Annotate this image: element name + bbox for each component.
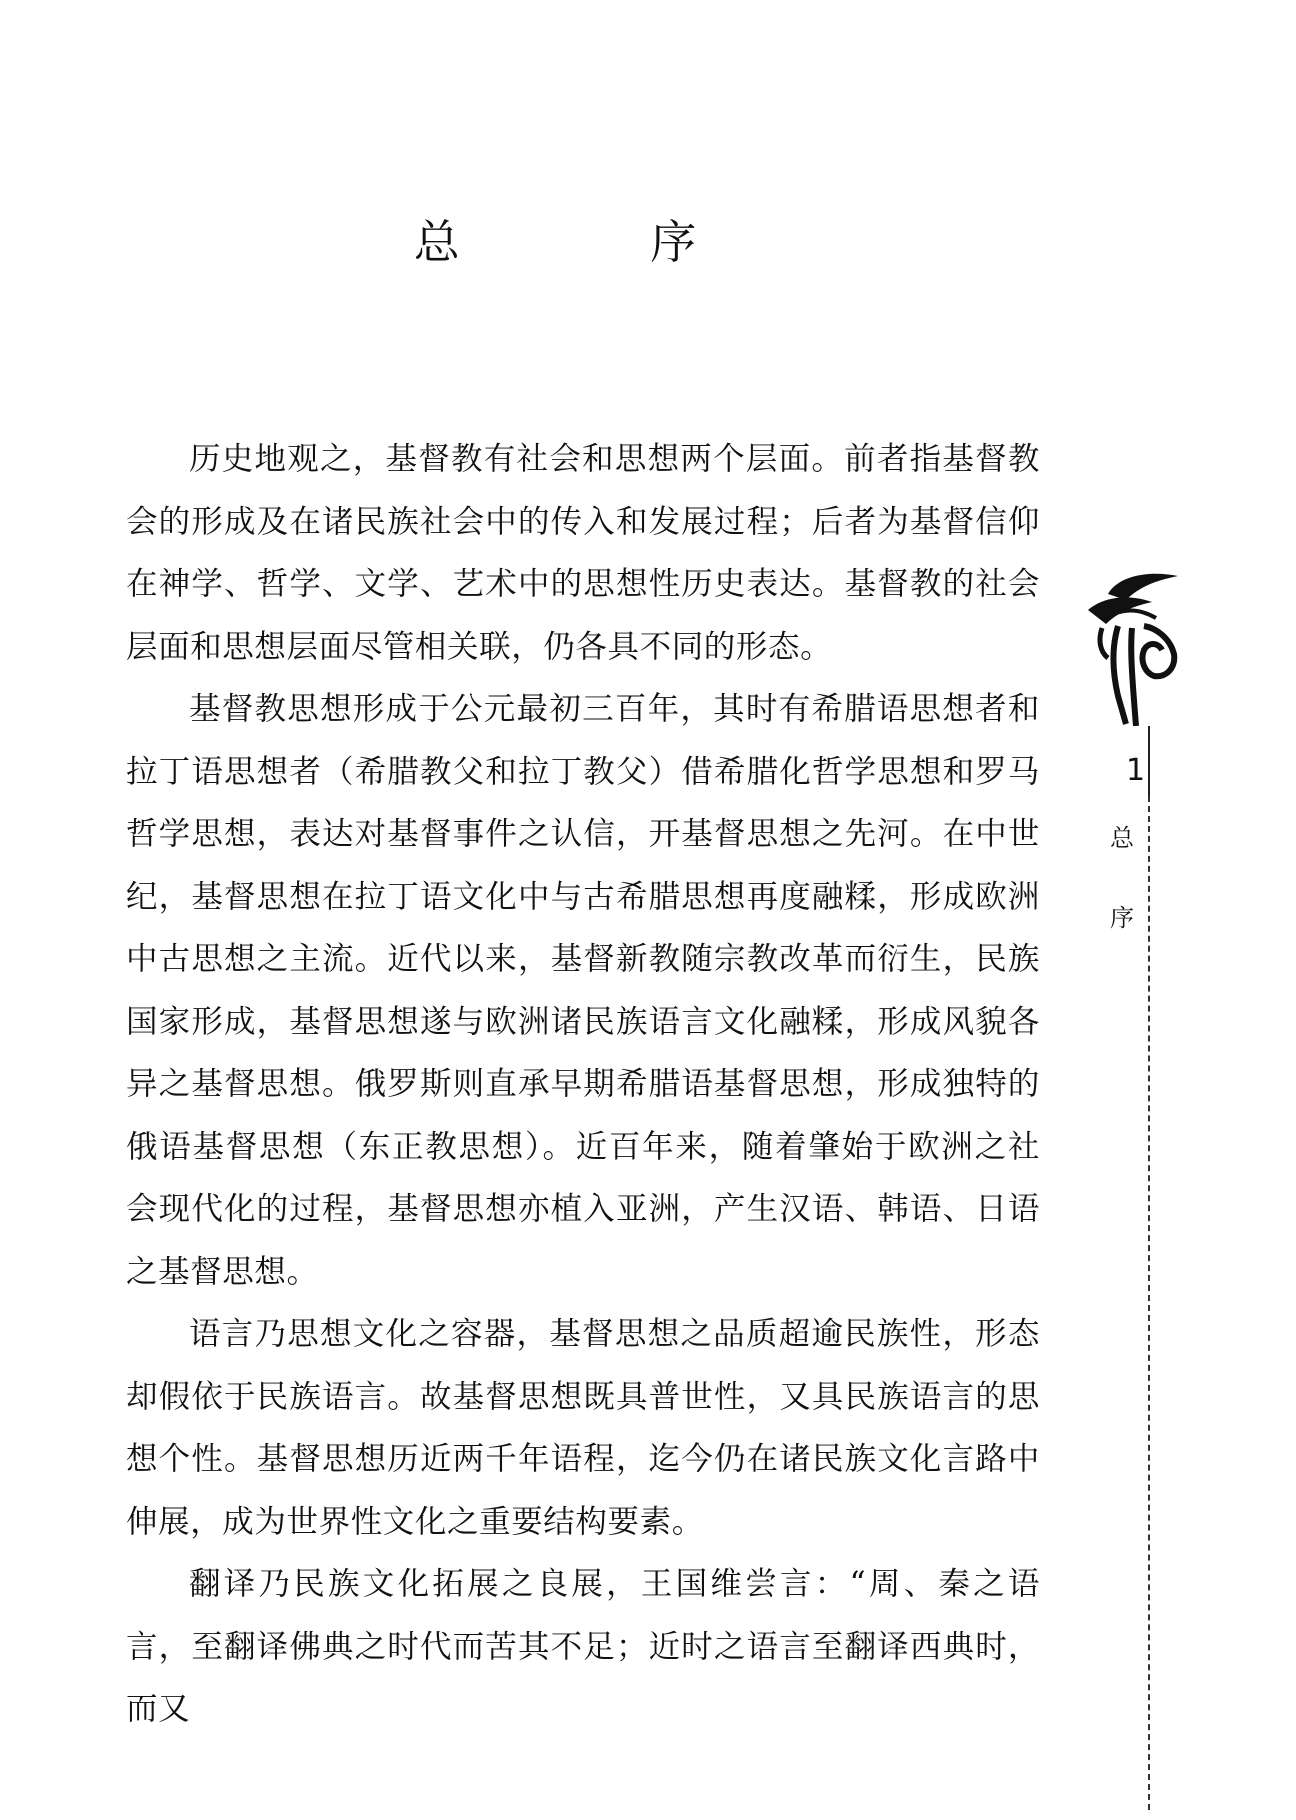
- page-title: 总 序: [413, 214, 785, 269]
- margin-rule-dashed: [1148, 796, 1150, 1810]
- paragraph-4: 翻译乃民族文化拓展之良展，王国维尝言：“周、秦之语言，至翻译佛典之时代而苦其不足；近时之语言至翻译西典时，而又: [126, 1566, 1040, 1727]
- body-text: [126, 428, 1040, 1741]
- page-number: 1: [1126, 753, 1146, 788]
- paragraph-3: 语言乃思想文化之容器，基督思想之品质超逾民族性，形态却假依于民族语言。故基督思想既具普世性，又具民族语言的思想个性。基督思想历近两千年语程，迄今仍在诸民族文化言路中伸展，成为世界性文化之重要结构要素。: [126, 1316, 1040, 1540]
- leaf-hand-ornament-icon: [1078, 566, 1188, 726]
- running-title-char-2: 序: [1110, 904, 1134, 932]
- running-title-char-1: 总: [1110, 824, 1134, 852]
- margin-rule-solid: [1148, 726, 1150, 796]
- paragraph-1: 历史地观之，基督教有社会和思想两个层面。前者指基督教会的形成及在诸民族社会中的传入和发展过程；后者为基督信仰在神学、哲学、文学、艺术中的思想性历史表达。基督教的社会层面和思想层面尽管相关联，仍各具不同的形态。: [126, 441, 1040, 665]
- paragraph-2: 基督教思想形成于公元最初三百年，其时有希腊语思想者和拉丁语思想者（希腊教父和拉丁教父）借希腊化哲学思想和罗马哲学思想，表达对基督事件之认信，开基督思想之先河。在中世纪，基督思想在拉丁语文化中与古希腊思想再度融糅，形成欧洲中古思想之主流。近代以来，基督新教随宗教改革而衍生，民族国家形成，基督思想遂与欧洲诸民族语言文化融糅，形成风貌各异之基督思想。俄罗斯则直承早期希腊语基督思想，形成独特的俄语基督思想（东正教思想）。近百年来，随着肇始于欧洲之社会现代化的过程，基督思想亦植入亚洲，产生汉语、韩语、日语之基督思想。: [126, 691, 1040, 1290]
